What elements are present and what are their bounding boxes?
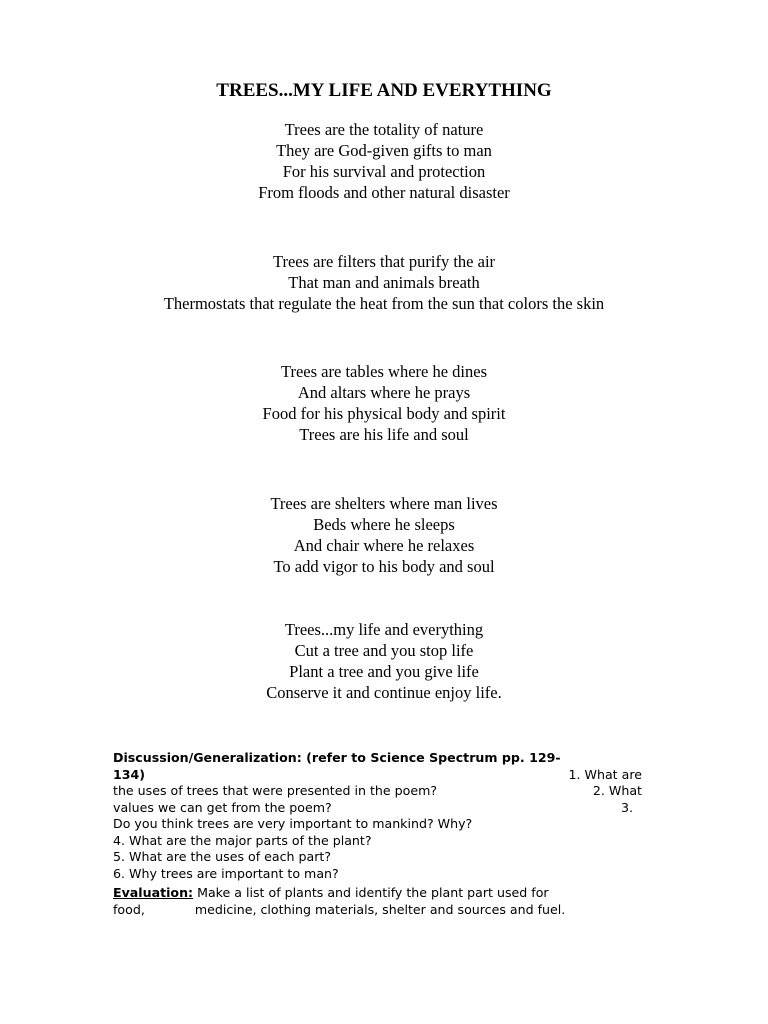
- evaluation-text: medicine, clothing materials, shelter and sources and fuel.: [194, 901, 566, 917]
- evaluation-text: Make a list of plants and identify the plant part used for: [193, 885, 549, 900]
- poem-line: Food for his physical body and spirit: [262, 404, 506, 423]
- question-5: 5. What are the uses of each part?: [113, 849, 332, 864]
- stanza-1: [0, 119, 768, 203]
- stanza-2: [0, 251, 768, 314]
- discussion-section: [113, 750, 658, 882]
- evaluation-text: food,: [113, 901, 145, 917]
- poem-line: Trees are filters that purify the air: [272, 252, 496, 271]
- poem-line: Cut a tree and you stop life: [294, 641, 474, 660]
- question-2-end: values we can get from the poem?: [113, 799, 332, 815]
- question-4: 4. What are the major parts of the plant?: [113, 832, 372, 848]
- poem-line: Conserve it and continue enjoy life.: [266, 683, 502, 702]
- discussion-heading-cont: 134): [113, 766, 146, 782]
- poem-line: And chair where he relaxes: [293, 536, 475, 555]
- evaluation-section: [113, 885, 658, 918]
- poem-line: And altars where he prays: [297, 383, 471, 402]
- poem-line: Trees are his life and soul: [299, 425, 469, 444]
- poem-line: They are God-given gifts to man: [276, 141, 492, 160]
- poem-line: That man and animals breath: [288, 273, 480, 292]
- poem-line: Trees are the totality of nature: [284, 120, 484, 139]
- question-6: 6. Why trees are important to man?: [113, 865, 339, 881]
- question-3-end: Do you think trees are very important to mankind? Why?: [113, 816, 473, 831]
- poem-line: Trees are tables where he dines: [280, 362, 488, 381]
- discussion-heading: Discussion/Generalization: (refer to Science Spectrum pp. 129-: [113, 750, 561, 765]
- question-1-end: the uses of trees that were presented in the poem?: [113, 783, 438, 798]
- poem-title: TREES...MY LIFE AND EVERYTHING: [216, 80, 552, 101]
- poem-line: Thermostats that regulate the heat from the sun that colors the skin: [163, 294, 605, 313]
- poem-line: Trees are shelters where man lives: [270, 494, 498, 513]
- poem-line: To add vigor to his body and soul: [273, 557, 495, 576]
- stanza-3: [0, 361, 768, 445]
- poem-line: For his survival and protection: [282, 162, 486, 181]
- poem-line: Beds where he sleeps: [313, 515, 455, 534]
- stanza-5: [0, 619, 768, 703]
- question-3-start: 3.: [620, 799, 633, 815]
- poem-line: Trees...my life and everything: [284, 620, 484, 639]
- stanza-4: [0, 493, 768, 577]
- poem-line: Plant a tree and you give life: [289, 662, 479, 681]
- question-1-start: 1. What are: [568, 766, 642, 782]
- evaluation-label: Evaluation:: [113, 885, 194, 900]
- question-2-start: 2. What: [592, 783, 642, 798]
- poem-line: From floods and other natural disaster: [258, 183, 510, 202]
